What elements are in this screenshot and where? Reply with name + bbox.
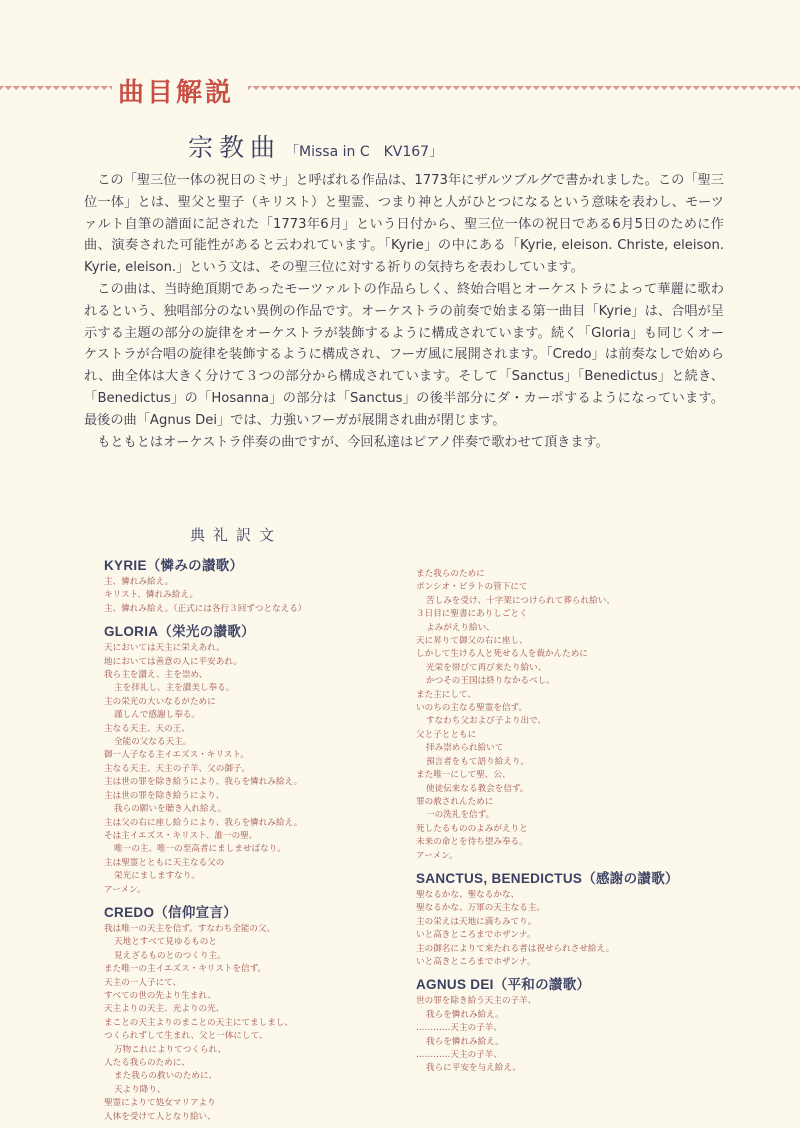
liturgy-text-line: ポンシオ・ピラトの管下にて [416, 582, 528, 593]
liturgy-text-line: 主は世の罪を除き給うにより、我らを憐れみ給え。 [104, 777, 303, 788]
liturgy-text-line: 一の洗礼を信ず。 [426, 810, 495, 821]
liturgy-text-line: かつその王国は終りなかるべし。 [426, 676, 555, 687]
liturgy-section-heading: SANCTUS, BENEDICTUS（感謝の讃歌） [416, 870, 679, 886]
liturgy-text-line: また主にして、 [416, 689, 476, 700]
liturgy-text-line: 万物これによりてつくられ、 [114, 1044, 227, 1055]
liturgy-text-line: 主は父の右に座し給うにより、我らを憐れみ給え。 [104, 817, 303, 828]
liturgy-text-line: …………天主の子羊、 [416, 1023, 502, 1034]
liturgy-text-line: 唯一の主、唯一の至高者にましませばなり。 [114, 844, 286, 855]
liturgy-text-line: いと高きところまでホザンナ。 [416, 930, 536, 941]
liturgy-text-line: アーメン。 [104, 884, 146, 895]
liturgy-text-line: 我らに平安を与え給え。 [426, 1063, 522, 1074]
liturgy-column-right [416, 568, 746, 1080]
liturgy-text-line: 預言者をもて語り給えり。 [426, 756, 530, 767]
liturgy-text-line: 使徒伝来なる教会を信ず。 [426, 783, 529, 794]
liturgy-column-left [104, 552, 434, 1128]
liturgy-text-line: 世の罪を除き給う天主の子羊、 [416, 996, 537, 1007]
liturgy-text-line: そは主イエズス・キリスト、誰一の聖、 [104, 830, 258, 841]
liturgy-text-line: 苦しみを受け、十字架につけられて葬られ給い、 [426, 595, 615, 606]
liturgy-text-line: 主は世の罪を除き給うにより、 [104, 790, 225, 801]
liturgy-text-line: 主なる天主、天の王、 [104, 723, 190, 734]
liturgy-text-line: アーメン。 [416, 850, 458, 861]
section-header-band [0, 72, 800, 106]
liturgy-text-line: 主の栄光の大いなるがために [104, 696, 216, 707]
work-title-subtitle: 「Missa in C KV167」 [285, 144, 444, 160]
section-title: 曲目解説 [118, 78, 235, 108]
liturgical-text-title: 典礼訳文 [190, 526, 283, 544]
liturgy-section [416, 867, 746, 969]
liturgy-text-line: 天地とすべて見ゆるものと [114, 937, 217, 948]
liturgy-text-line: また唯一にして聖、公、 [416, 770, 511, 781]
liturgy-text-line: 聖なるかな、聖なるかな、 [416, 889, 520, 900]
liturgy-text-line: ３日目に聖書にありしごとく [416, 609, 528, 620]
liturgy-text-line: また唯一の主イエズス・キリストを信ず。 [104, 964, 267, 975]
liturgy-text-line: 人体を受けて人となり給い、 [104, 1111, 216, 1122]
liturgy-text-line: 地においては善意の人に平安あれ。 [104, 656, 243, 667]
liturgy-text-line: 死したるもののよみがえりと [416, 823, 528, 834]
liturgy-section-heading: AGNUS DEI（平和の讃歌） [416, 977, 591, 993]
liturgy-text-line: すべての世の先より生まれ、 [104, 990, 217, 1001]
liturgy-section [104, 620, 434, 897]
liturgy-text-line: 主、憐れみ給え。（正式には各行３回ずつとなえる） [104, 603, 307, 614]
liturgy-text-line: 人たる我らのために、 [104, 1058, 190, 1068]
liturgy-text-line: 天主の一人子にて、 [104, 977, 182, 988]
liturgy-text-line: 聖霊によりて処女マリアより [104, 1098, 216, 1109]
liturgy-text-line: 主の御名によりて来たれる者は祝せられさせ給え。 [416, 943, 615, 954]
liturgy-text-line: 主、憐れみ給え。 [104, 577, 174, 587]
zigzag-border-right [248, 84, 800, 94]
liturgy-text-line: 天主よりの天主、光よりの光、 [104, 1004, 225, 1015]
liturgy-text-line: 主なる天主、天主の子羊、父の御子。 [104, 763, 251, 774]
liturgy-text-line: 我らの願いを聴き入れ給え。 [114, 804, 227, 815]
liturgy-text-line: 謹しんで感謝し奉る。 [114, 710, 200, 721]
liturgy-text-line: また我らの救いのために、 [114, 1071, 218, 1082]
liturgy-section [104, 901, 434, 1124]
work-title-main: 宗教曲 [188, 133, 282, 162]
liturgy-text-line: 聖なるかな、万軍の天主なる主。 [416, 903, 545, 914]
liturgy-text-line: いのちの主なる聖霊を信ず。 [416, 703, 528, 714]
liturgy-text-line: 我は唯一の天主を信ず。すなわち全能の父、 [104, 923, 276, 934]
liturgy-text-line: いと高きところまでホザンナ。 [416, 956, 536, 967]
liturgy-text-line: すなわち父および子より出で、 [426, 716, 547, 727]
liturgy-section [104, 554, 434, 616]
liturgy-text-line: 栄光にましますなり。 [114, 871, 200, 882]
liturgy-text-line: つくられずして生まれ、父と一体にして、 [104, 1031, 268, 1042]
liturgy-text-line: 罪の赦されんために [416, 796, 494, 807]
liturgy-text-line: 主の栄えは天地に満ちみてり。 [416, 916, 537, 927]
liturgy-text-line: 主は聖霊とともに天主なる父の [104, 857, 225, 868]
liturgy-text-line: 我らを憐れみ給え。 [426, 1036, 504, 1047]
liturgy-text-line: 我ら主を讃え、主を崇め、 [104, 670, 208, 681]
liturgy-section-heading: KYRIE（憐みの讃歌） [104, 558, 244, 573]
liturgy-text-line: 見えざるものとのつくり主。 [114, 950, 226, 961]
work-title [188, 128, 443, 164]
liturgy-text-line: 天に昇りて御父の右に座し、 [416, 636, 528, 647]
liturgy-text-line: 拝み崇められ給いて [426, 743, 504, 754]
liturgy-text-line: 天より降り、 [114, 1084, 166, 1095]
liturgy-text-line: まことの天主よりのまことの天主にてましまし、 [104, 1017, 294, 1028]
liturgy-text-line: 御一人子なる主イエズス・キリスト。 [104, 750, 249, 761]
liturgy-text-line: 我らを憐れみ給え。 [426, 1009, 504, 1020]
liturgy-text-line: しかして生ける人と死せる人を裁かんために [416, 649, 588, 660]
liturgy-text-line: 光栄を帯びて再び来たり給い、 [426, 662, 547, 673]
liturgy-text-line: …………天主の子羊、 [416, 1050, 502, 1060]
liturgy-section-heading: CREDO（信仰宣言） [104, 904, 238, 920]
liturgy-text-line: 全能の父なる天主。 [114, 737, 192, 748]
liturgy-text-line: また我らのために [416, 569, 485, 579]
liturgy-section-heading: GLORIA（栄光の讃歌） [104, 624, 255, 640]
essay-paragraph: この「聖三位一体の祝日のミサ」と呼ばれる作品は、1773年にザルツブルグで書かれました。この「聖三位一体」とは、聖父と聖子（キリスト）と聖霊、つまり神と人がひとつになるという意味を表わし、モーツァルト自筆の譜面に記された「1773年6月」という日付から、聖三位一体の祝日である6月5日のために作曲、演奏された可能性があると云われています。「Kyrie」の中にある「Kyrie, eleison. Christe, eleison. Kyrie, eleison.」という文は、その聖三位に対する祈りの気持ちを表わしています。 [84, 173, 724, 276]
essay-paragraph: もともとはオーケストラ伴奏の曲ですが、今回私達はピアノ伴奏で歌わせて頂きます。 [97, 434, 609, 450]
liturgy-section [416, 973, 746, 1075]
liturgy-section [416, 568, 746, 863]
zigzag-border-left [0, 84, 112, 94]
commentary-essay [84, 170, 724, 453]
liturgy-text-line: 未来の命とを待ち望み奉る。 [416, 837, 528, 848]
liturgy-text-line: 天においては天主に栄えあれ。 [104, 643, 225, 654]
liturgy-text-line: 父と子とともに [416, 729, 477, 740]
liturgy-text-line: よみがえり給い、 [426, 622, 495, 633]
essay-paragraph: この曲は、当時絶頂期であったモーツァルトの作品らしく、終始合唱とオーケストラによって華麗に歌われるという、独唱部分のない異例の作品です。オーケストラの前奏で始まる第一曲目「Kyrie」は、合唱が呈示する主題の部分の旋律をオーケストラが装飾するように構成されています。続く「Gloria」も同じくオーケストラが合唱の旋律を装飾するように構成され、フーガ風に展開されます。「Credo」は前奏なしで始められ、曲全体は大きく分けて３つの部分から構成されています。そして「Sanctus」「Benedictus」と続き、「Benedictus」の「Hosanna」の部分は「Sanctus」の後半部分にダ・カーポするようになっています。最後の曲「Agnus Dei」では、力強いフーガが展開され曲が閉じます。 [84, 281, 724, 428]
liturgy-text-line: キリスト、憐れみ給え。 [104, 590, 199, 601]
liturgy-text-line: 主を拝礼し、主を讃美し奉る。 [114, 683, 235, 694]
